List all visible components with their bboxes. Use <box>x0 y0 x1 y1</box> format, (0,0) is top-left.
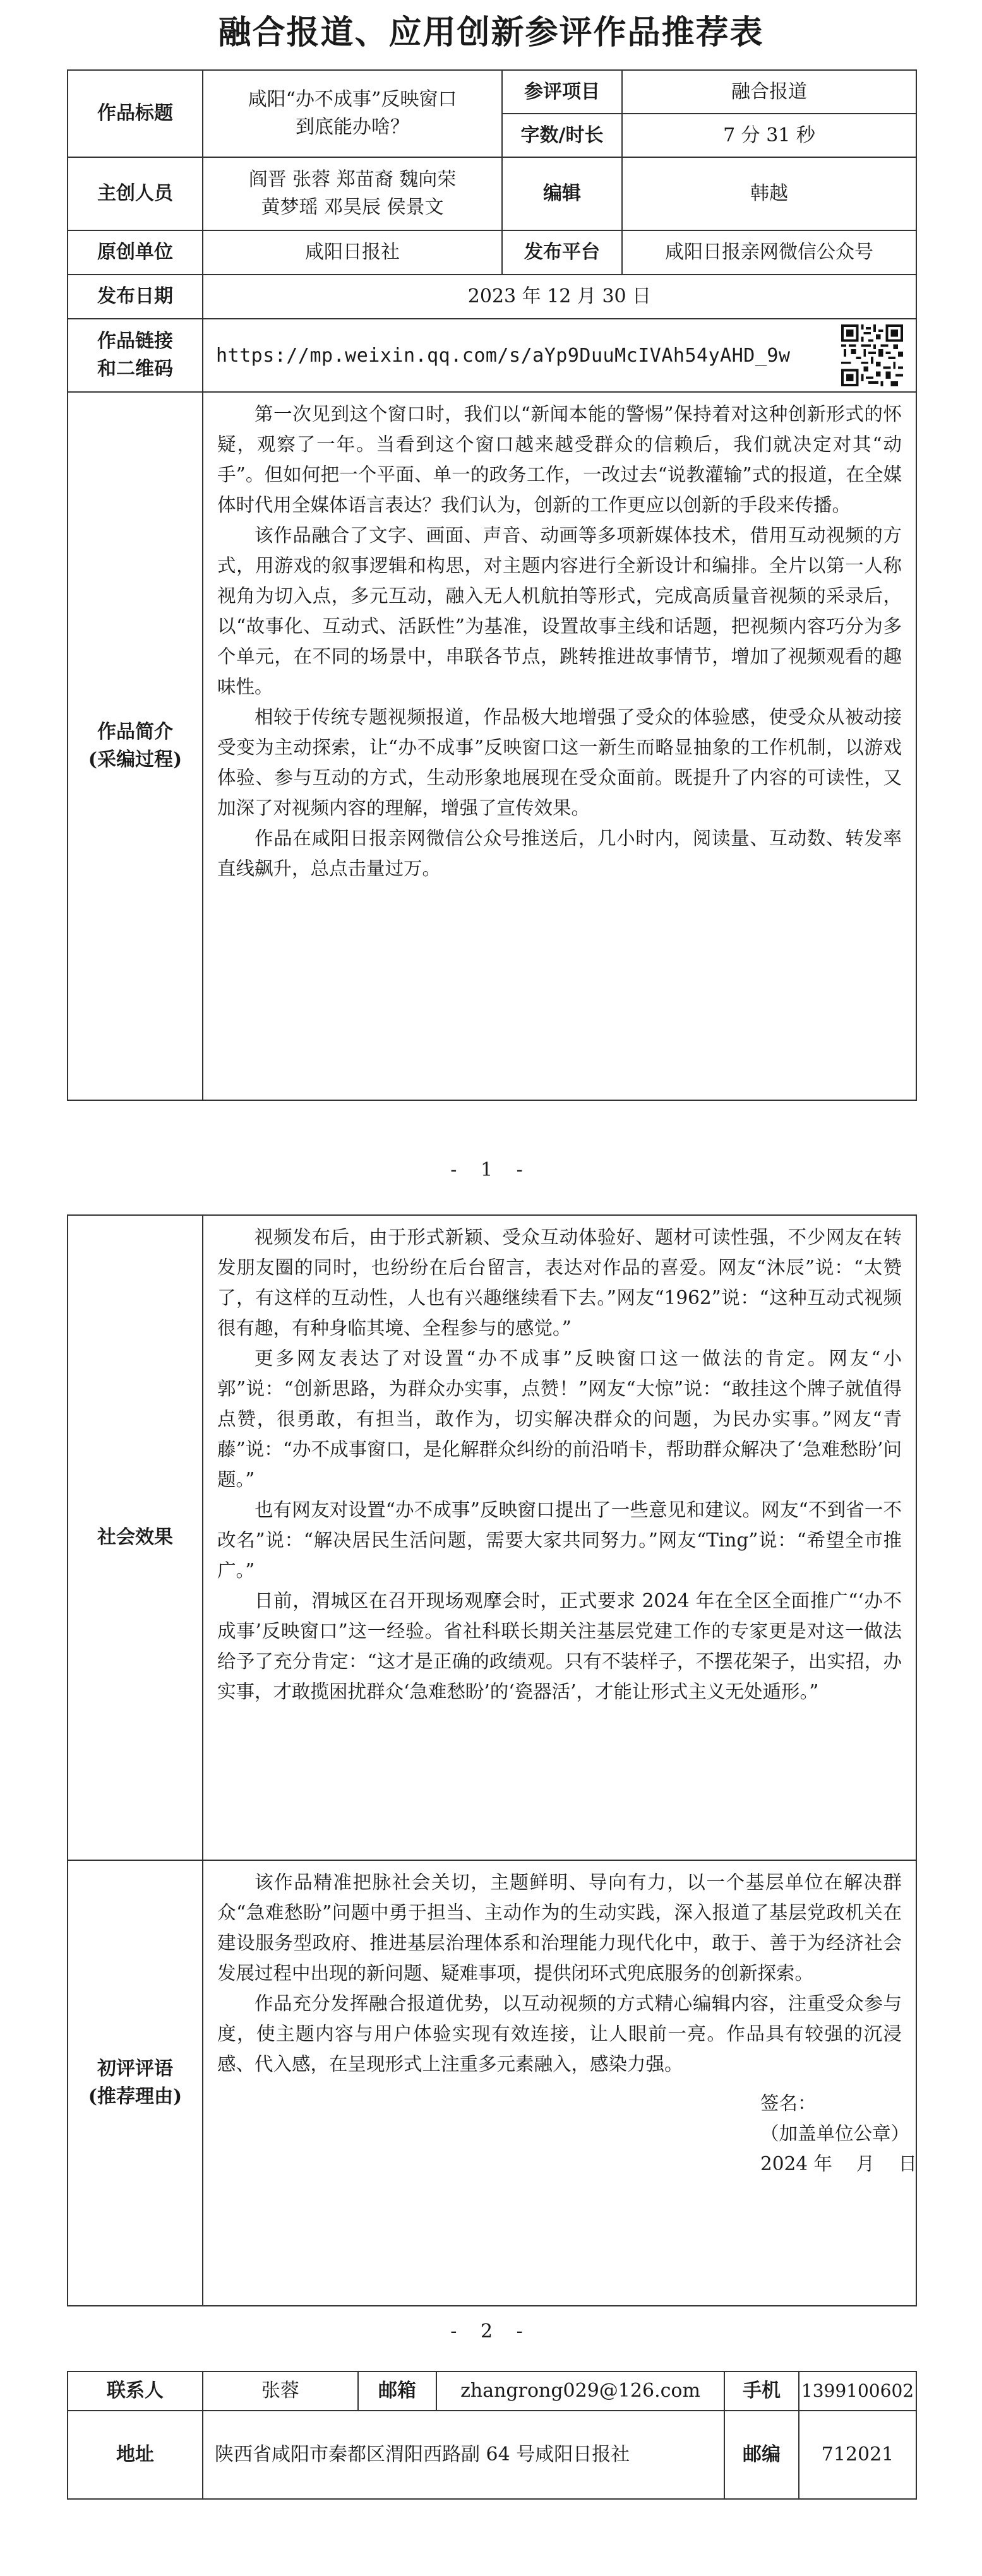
editor-label: 编辑 <box>502 157 622 230</box>
effect-cell <box>203 1215 916 1860</box>
phone-label: 手机 <box>724 2371 799 2411</box>
creators-label: 主创人员 <box>68 157 203 230</box>
effect-paragraph: 更多网友表达了对设置“办不成事”反映窗口这一做法的肯定。网友“小郭”说：“创新思路，为群众办实事，点赞！”网友“大惊”说：“敢挂这个牌子就值得点赞，很勇敢，有担当，敢作为，切实解决群众的问题，为民办实事。”网友“青藤”说：“办不成事窗口，是化解群众纠纷的前沿哨卡，帮助群众解决了‘急难愁盼’问题。” <box>217 1348 902 1490</box>
category-label: 参评项目 <box>502 70 622 114</box>
intro-cell <box>203 392 916 1100</box>
signature-block <box>217 2088 917 2179</box>
creators-line-2: 黄梦瑶 邓昊辰 侯景文 <box>261 196 444 218</box>
link-wrap <box>203 324 916 386</box>
work-title-line-2: 到底能办啥？ <box>296 116 409 138</box>
intro-paragraph: 作品在咸阳日报亲网微信公众号推送后，几小时内，阅读量、互动数、转发率直线飙升，总点击量过万。 <box>217 828 902 879</box>
length-value: 7 分 31 秒 <box>622 114 916 157</box>
email-value[interactable]: zhangrong029@126.com <box>436 2371 724 2411</box>
effect-paragraph: 日前，渭城区在召开现场观摩会时，正式要求 2024 年在全区全面推广“‘办不成事’反映窗口”这一经验。省社科联长期关注基层党建工作的专家更是对这一做法给予了充分肯定：“这才是正确的政绩观。只有不装样子，不摆花架子，出实招，办实事，才敢揽困扰群众‘急难愁盼’的‘瓷器活’，才能让形式主义无处遁形。” <box>217 1590 902 1702</box>
work-title-line-1: 咸阳“办不成事”反映窗口 <box>248 88 457 110</box>
intro-paragraph: 第一次见到这个窗口时，我们以“新闻本能的警惕”保持着对这种创新形式的怀疑，观察了一年。当看到这个窗口越来越受群众的信赖后，我们就决定对其“动手”。但如何把一个平面、单一的政务工作，一改过去“说教灌输”式的报道，在全媒体时代用全媒体语言表达？我们认为，创新的工作更应以创新的手段来传播。 <box>217 403 902 516</box>
intro-label <box>68 392 203 1100</box>
editor-value: 韩越 <box>622 157 916 230</box>
email-label: 邮箱 <box>358 2371 436 2411</box>
date-label: 发布日期 <box>68 275 203 319</box>
phone-value: 1399100602 <box>799 2371 916 2411</box>
intro-label-line-1: 作品简介 <box>97 721 173 743</box>
intro-paragraph: 该作品融合了文字、画面、声音、动画等多项新媒体技术，借用互动视频的方式，用游戏的叙事逻辑和构思，对主题内容进行全新设计和编排。全片以第一人称视角为切入点，多元互动，融入无人机航拍等形式，完成高质量音视频的采录后，以“故事化、互动式、活跃性”为基准，设置故事主线和话题，把视频内容巧分为多个单元，在不同的场景中，串联各节点，跳转推进故事情节，增加了视频观看的趣味性。 <box>217 525 902 697</box>
creators-line-1: 阎晋 张蓉 郑苗裔 魏向荣 <box>248 169 457 191</box>
unit-value: 咸阳日报社 <box>203 230 502 275</box>
address-value: 陕西省咸阳市秦都区渭阳西路副 64 号咸阳日报社 <box>203 2411 724 2499</box>
form-table-main <box>67 69 917 1101</box>
work-title-value <box>203 70 502 157</box>
link-label-line-1: 作品链接 <box>97 330 173 352</box>
effect-paragraph: 视频发布后，由于形式新颖、受众互动体验好、题材可读性强，不少网友在转发朋友圈的同时，也纷纷在后台留言，表达对作品的喜爱。网友“沐辰”说：“太赞了，有这样的互动性，人也有兴趣继续看下去。”网友“1962”说：“这种互动式视频很有趣，有种身临其境、全程参与的感觉。” <box>217 1226 902 1339</box>
review-cell <box>203 1860 916 2306</box>
signature-line: 签名： <box>760 2092 817 2114</box>
seal-line: （加盖单位公章） <box>760 2123 910 2144</box>
date-line: 2024 年 月 日 <box>760 2153 917 2175</box>
review-label-line-2: (推荐理由) <box>88 2086 183 2108</box>
creators-value <box>203 157 502 230</box>
qr-code-icon <box>841 324 903 386</box>
page-number-1: - 1 - <box>450 1159 532 1181</box>
effect-label: 社会效果 <box>68 1215 203 1860</box>
review-paragraph: 作品充分发挥融合报道优势，以互动视频的方式精心编辑内容，注重受众参与度，使主题内容与用户体验实现有效连接，让人眼前一亮。作品具有较强的沉浸感、代入感，在呈现形式上注重多元素融入，感染力强。 <box>217 1993 902 2075</box>
review-paragraph: 该作品精准把脉社会关切，主题鲜明、导向有力，以一个基层单位在解决群众“急难愁盼”问题中勇于担当、主动作为的生动实践，深入报道了基层党政机关在建设服务型政府、推进基层治理体系和治理能力现代化中，敢于、善于为经济社会发展过程中出现的新问题、疑难事项，提供闭环式兜底服务的创新探索。 <box>217 1872 902 1984</box>
category-value: 融合报道 <box>622 70 916 114</box>
page-number-2: - 2 - <box>450 2320 532 2342</box>
effect-paragraph: 也有网友对设置“办不成事”反映窗口提出了一些意见和建议。网友“不到省一不改名”说：“解决居民生活问题，需要大家共同努力。”网友“Ting”说：“希望全市推广。” <box>217 1499 902 1581</box>
contact-label: 联系人 <box>68 2371 203 2411</box>
address-label: 地址 <box>68 2411 203 2499</box>
date-value: 2023 年 12 月 30 日 <box>203 275 916 319</box>
length-label: 字数/时长 <box>502 114 622 157</box>
platform-label: 发布平台 <box>502 230 622 275</box>
work-title-label: 作品标题 <box>68 70 203 157</box>
zip-label: 邮编 <box>724 2411 799 2499</box>
contact-table <box>67 2371 917 2500</box>
link-cell <box>203 319 916 392</box>
review-label <box>68 1860 203 2306</box>
link-label-line-2: 和二维码 <box>97 358 173 380</box>
contact-value: 张蓉 <box>203 2371 358 2411</box>
platform-value: 咸阳日报亲网微信公众号 <box>622 230 916 275</box>
review-label-line-1: 初评评语 <box>97 2058 173 2080</box>
link-label <box>68 319 203 392</box>
unit-label: 原创单位 <box>68 230 203 275</box>
zip-value: 712021 <box>799 2411 916 2499</box>
form-table-page-2 <box>67 1214 917 2306</box>
work-link[interactable]: https://mp.weixin.qq.com/s/aYp9DuuMcIVAh54yAHD_9w <box>216 344 791 367</box>
page-title: 融合报道、应用创新参评作品推荐表 <box>218 13 764 52</box>
intro-paragraph: 相较于传统专题视频报道，作品极大地增强了受众的体验感，使受众从被动接受变为主动探索，让“办不成事”反映窗口这一新生而略显抽象的工作机制，以游戏体验、参与互动的方式，生动形象地展现在受众面前。既提升了内容的可读性，又加深了对视频内容的理解，增强了宣传效果。 <box>217 706 902 819</box>
intro-label-line-2: (采编过程) <box>88 749 183 771</box>
